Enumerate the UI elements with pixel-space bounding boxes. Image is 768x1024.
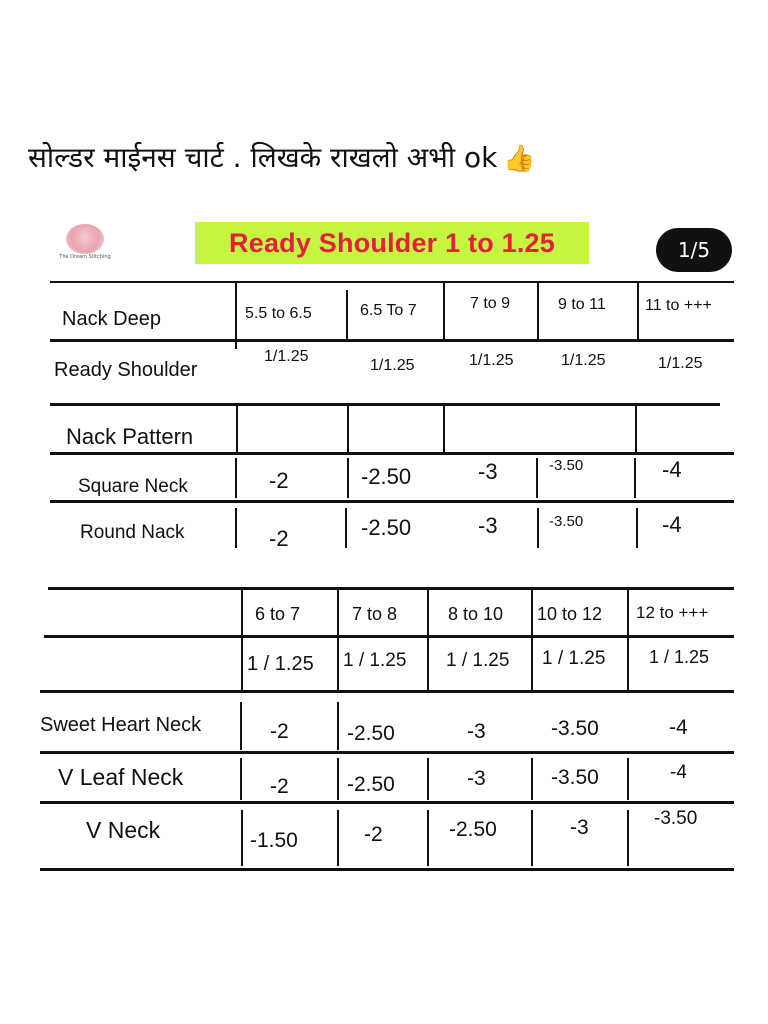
brand-logo [58,224,112,268]
column-divider [241,590,243,690]
column-divider [337,702,339,750]
table-rule [40,801,734,804]
table-rule [50,500,734,503]
table-rule [50,403,720,406]
square-neck-value-2: -2.50 [361,464,412,489]
table2-ready-4: 1 / 1.25 [542,648,606,669]
column-divider [627,758,629,800]
row-label-ready-shoulder: Ready Shoulder [54,359,198,381]
table1-ready-2: 1/1.25 [370,357,415,374]
column-divider [537,283,539,339]
v-leaf-value-1: -2 [270,775,289,798]
column-divider [240,702,242,750]
column-divider [635,405,637,453]
table-rule [50,339,734,342]
row-label-round-nack: Round Nack [80,522,185,543]
table1-header-5: 11 to +++ [645,297,712,314]
round-nack-value-5: -4 [662,512,682,537]
row-label-v-neck: V Neck [86,817,161,843]
v-leaf-value-5: -4 [670,762,687,783]
column-divider [236,405,238,453]
table2-header-1: 6 to 7 [255,604,301,624]
v-leaf-value-3: -3 [467,767,486,790]
column-divider [443,283,445,339]
column-divider [634,458,636,498]
table1-ready-3: 1/1.25 [469,352,514,369]
row-label-nack-deep: Nack Deep [62,308,161,330]
table-rule [40,690,734,693]
round-nack-value-3: -3 [478,513,498,538]
sweet-heart-value-1: -2 [270,720,289,743]
thumbs-up-icon: 👍 [503,144,536,174]
column-divider [346,290,348,342]
table1-header-4: 9 to 11 [558,296,606,313]
row-label-v-leaf-neck: V Leaf Neck [58,764,184,790]
column-divider [627,590,629,690]
column-divider [531,758,533,800]
column-divider [337,758,339,800]
flower-icon [66,224,104,254]
table2-ready-3: 1 / 1.25 [446,650,510,671]
column-divider [345,508,347,548]
round-nack-value-1: -2 [269,526,289,551]
v-neck-value-5: -3.50 [654,808,698,829]
column-divider [337,810,339,866]
round-nack-value-2: -2.50 [361,515,412,540]
column-divider [235,283,237,349]
column-divider [241,810,243,866]
table2-ready-5: 1 / 1.25 [649,647,710,667]
square-neck-value-1: -2 [269,468,289,493]
column-divider [235,458,237,498]
caption-text: सोल्डर माईनस चार्ट . लिखके राखलो अभी ok [28,141,498,174]
chart-title: Ready Shoulder 1 to 1.25 [195,222,589,264]
column-divider [347,405,349,453]
column-divider [427,758,429,800]
table-rule [40,751,734,754]
column-divider [537,508,539,548]
v-neck-value-3: -2.50 [449,818,497,841]
table1-ready-5: 1/1.25 [658,355,703,372]
page-indicator[interactable]: 1/5 [656,228,732,272]
table1-ready-1: 1/1.25 [264,348,309,365]
table-rule [40,868,734,871]
v-leaf-value-2: -2.50 [347,773,395,796]
table1-header-3: 7 to 9 [470,295,511,312]
column-divider [443,405,445,453]
post-caption [28,138,536,176]
column-divider [636,508,638,548]
v-neck-value-1: -1.50 [250,829,298,852]
column-divider [627,810,629,866]
column-divider [240,758,242,800]
column-divider [637,283,639,339]
column-divider [531,590,533,690]
table1-header-2: 6.5 To 7 [360,302,417,319]
logo-text: The Dream Stitching [59,254,111,260]
table1-ready-4: 1/1.25 [561,352,606,369]
table-rule [44,635,734,638]
sweet-heart-value-5: -4 [669,716,688,739]
table2-header-3: 8 to 10 [448,604,504,624]
table2-header-2: 7 to 8 [352,604,398,624]
square-neck-value-4: -3.50 [549,457,584,474]
square-neck-value-3: -3 [478,459,498,484]
table-rule [50,452,734,455]
column-divider [531,810,533,866]
table-rule [50,281,734,283]
column-divider [427,590,429,690]
column-divider [536,458,538,498]
table-rule [48,587,734,590]
column-divider [337,590,339,690]
row-label-sweet-heart-neck: Sweet Heart Neck [40,714,202,736]
row-label-nack-pattern: Nack Pattern [66,424,194,449]
sweet-heart-value-3: -3 [467,720,486,743]
round-nack-value-4: -3.50 [549,513,584,530]
v-neck-value-4: -3 [570,816,589,839]
column-divider [235,508,237,548]
v-leaf-value-4: -3.50 [551,766,599,789]
table2-ready-2: 1 / 1.25 [343,650,407,671]
table2-header-5: 12 to +++ [636,603,709,622]
row-label-square-neck: Square Neck [78,476,188,497]
table2-header-4: 10 to 12 [537,604,603,624]
table2-ready-1: 1 / 1.25 [247,653,314,675]
v-neck-value-2: -2 [364,823,383,846]
table1-header-1: 5.5 to 6.5 [245,305,312,322]
sweet-heart-value-2: -2.50 [347,722,395,745]
square-neck-value-5: -4 [662,457,682,482]
sweet-heart-value-4: -3.50 [551,717,599,740]
column-divider [347,458,349,498]
column-divider [427,810,429,866]
